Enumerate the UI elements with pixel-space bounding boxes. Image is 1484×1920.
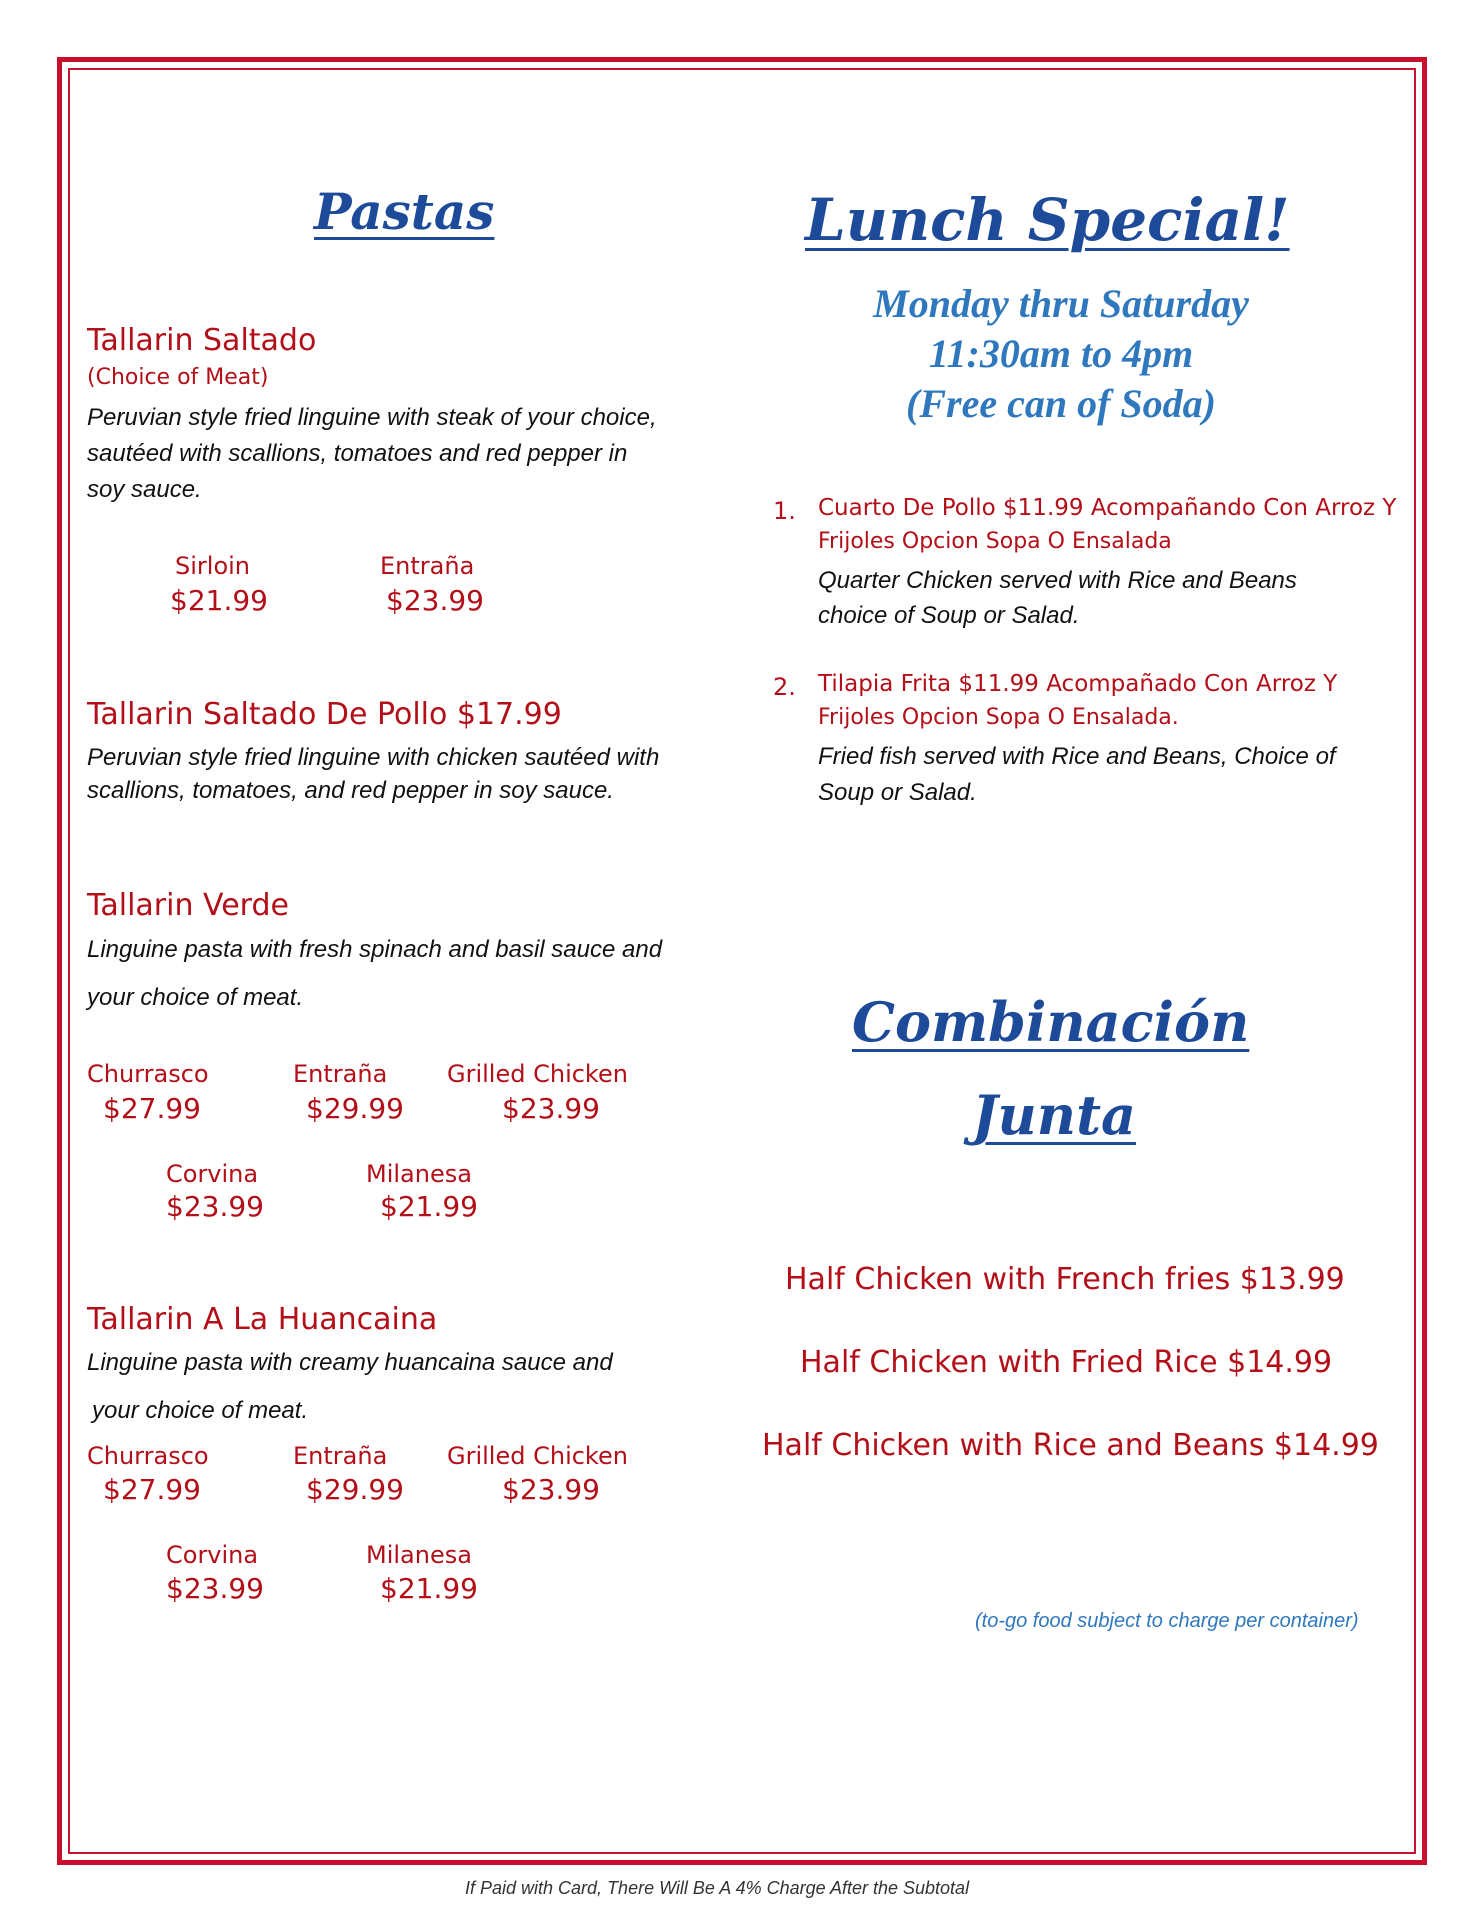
lunch-item-spanish-line: Frijoles Opcion Sopa O Ensalada — [818, 529, 1172, 554]
option-price: $29.99 — [306, 1473, 404, 1506]
tallarin-pollo-desc-line: scallions, tomatoes, and red pepper in soy sauce. — [87, 777, 614, 804]
tallarin-saltado-subtitle: (Choice of Meat) — [87, 365, 269, 390]
card-charge-footer: If Paid with Card, There Will Be A 4% Charge After the Subtotal — [465, 1878, 970, 1898]
tallarin-verde-desc-line: Linguine pasta with fresh spinach and basil sauce and — [87, 936, 663, 963]
option-price: $23.99 — [502, 1473, 600, 1506]
lunch-item-spanish-line: Frijoles Opcion Sopa O Ensalada. — [818, 705, 1179, 730]
option-label: Milanesa — [366, 1160, 472, 1188]
tallarin-verde-desc-line: your choice of meat. — [87, 984, 304, 1011]
lunch-item-english-line: Soup or Salad. — [818, 779, 977, 806]
tallarin-pollo-desc-line: Peruvian style fried linguine with chicken sautéed with — [87, 744, 660, 771]
tallarin-huancaina-title: Tallarin A La Huancaina — [87, 1302, 438, 1337]
tallarin-saltado-title: Tallarin Saltado — [87, 323, 317, 358]
combo-item: Half Chicken with Rice and Beans $14.99 — [762, 1428, 1379, 1463]
option-price: $27.99 — [103, 1092, 201, 1125]
option-price: $21.99 — [170, 584, 268, 617]
option-price: $23.99 — [166, 1190, 264, 1223]
pastas-heading: Pastas — [314, 182, 495, 241]
option-price: $23.99 — [166, 1572, 264, 1605]
option-label: Entraña — [293, 1060, 388, 1088]
lunch-special-days: Monday thru Saturday — [873, 281, 1249, 326]
option-price: $27.99 — [103, 1473, 201, 1506]
lunch-item-number: 2. — [773, 673, 796, 701]
option-label: Grilled Chicken — [447, 1442, 628, 1470]
tallarin-huancaina-desc-line: Linguine pasta with creamy huancaina sauce and — [87, 1349, 613, 1376]
lunch-special-hours: 11:30am to 4pm — [928, 331, 1194, 376]
tallarin-saltado-desc-line: soy sauce. — [87, 476, 202, 503]
tallarin-pollo-title: Tallarin Saltado De Pollo $17.99 — [87, 697, 562, 732]
option-price: $23.99 — [502, 1092, 600, 1125]
lunch-special-heading: Lunch Special! — [805, 186, 1290, 254]
option-price: $29.99 — [306, 1092, 404, 1125]
togo-note: (to-go food subject to charge per container) — [975, 1610, 1359, 1632]
option-label: Churrasco — [87, 1060, 209, 1088]
lunch-item-english-line: Quarter Chicken served with Rice and Beans — [818, 567, 1297, 594]
combo-item: Half Chicken with French fries $13.99 — [785, 1262, 1345, 1297]
lunch-item-english-line: choice of Soup or Salad. — [818, 602, 1080, 629]
junta-heading: Junta — [972, 1083, 1137, 1147]
option-label: Entraña — [380, 552, 475, 580]
tallarin-saltado-desc-line: sautéed with scallions, tomatoes and red pepper in — [87, 440, 628, 467]
combo-item: Half Chicken with Fried Rice $14.99 — [800, 1345, 1333, 1380]
option-label: Churrasco — [87, 1442, 209, 1470]
option-label: Grilled Chicken — [447, 1060, 628, 1088]
combinacion-heading: Combinación — [852, 990, 1250, 1054]
lunch-item-spanish-line: Cuarto De Pollo $11.99 Acompañando Con Arroz Y — [818, 495, 1397, 521]
option-price: $21.99 — [380, 1190, 478, 1223]
lunch-item-spanish-line: Tilapia Frita $11.99 Acompañado Con Arroz Y — [818, 671, 1338, 697]
tallarin-huancaina-desc-line: your choice of meat. — [92, 1397, 309, 1424]
lunch-item-number: 1. — [773, 497, 796, 525]
lunch-special-soda: (Free can of Soda) — [906, 381, 1216, 426]
option-label: Milanesa — [366, 1541, 472, 1569]
lunch-item-english-line: Fried fish served with Rice and Beans, Choice of — [818, 743, 1336, 770]
option-label: Corvina — [166, 1160, 259, 1188]
option-label: Sirloin — [175, 552, 250, 580]
option-label: Entraña — [293, 1442, 388, 1470]
option-price: $23.99 — [386, 584, 484, 617]
tallarin-verde-title: Tallarin Verde — [87, 888, 289, 923]
option-label: Corvina — [166, 1541, 259, 1569]
option-price: $21.99 — [380, 1572, 478, 1605]
tallarin-saltado-desc-line: Peruvian style fried linguine with steak of your choice, — [87, 404, 657, 431]
